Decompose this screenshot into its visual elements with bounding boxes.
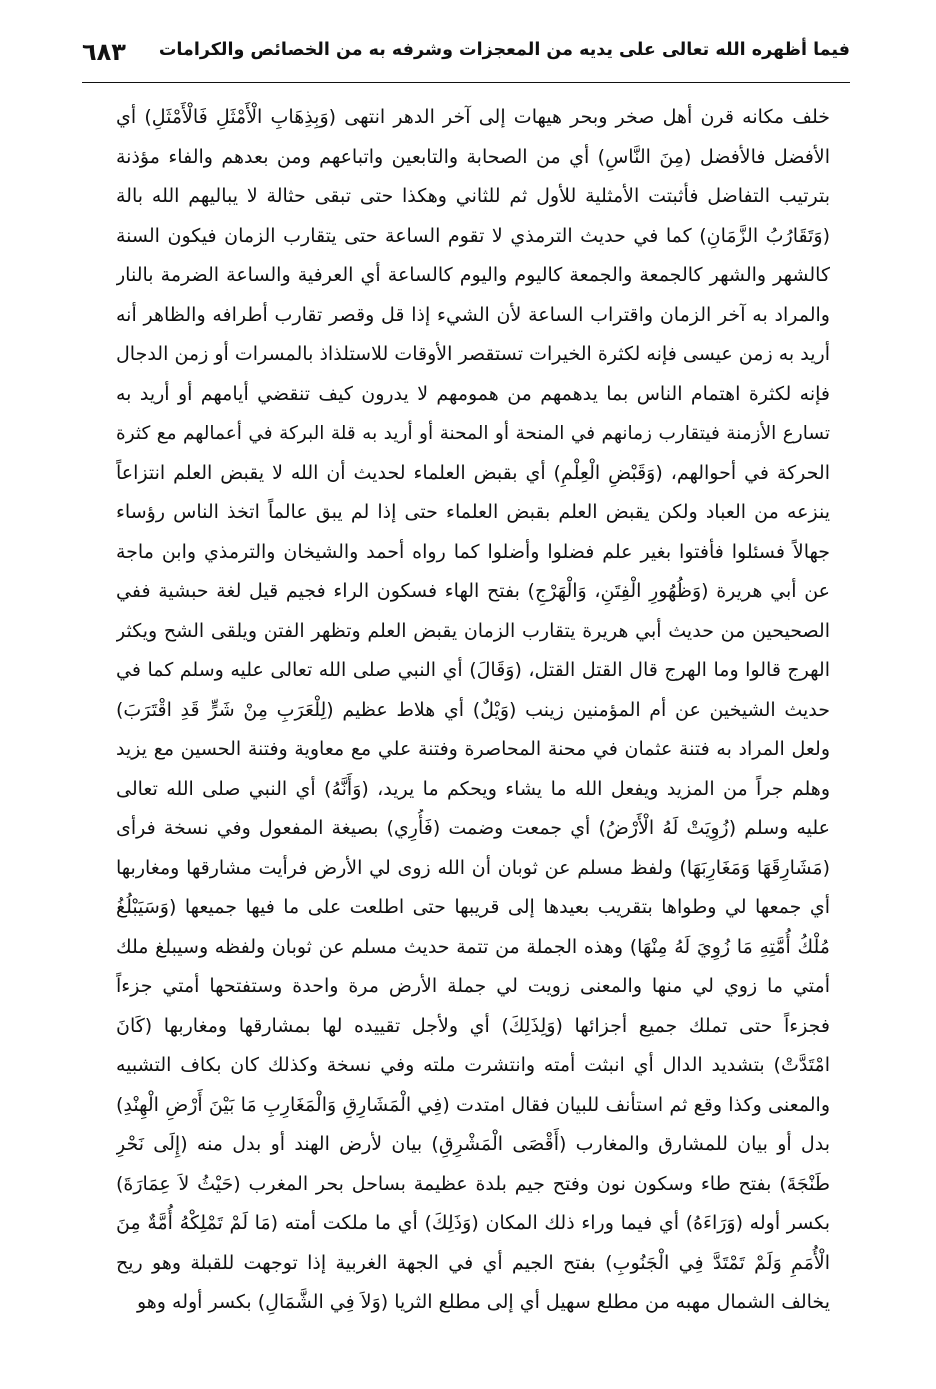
text-line: (مَشَارِقَهَا وَمَغَارِبَهَا) ولفظ مسلم عن ثوبان أن الله زوى لي الأرض فرأيت مشارقها ومغاربها xyxy=(116,856,830,879)
text-line: والمعنى وكذا وقع ثم استأنف للبيان فقال امتدت (فِي الْمَشَارِقِ وَالْمَغَارِبِ مَا بَيْنَ أَرْضِ الْهِنْدِ) xyxy=(116,1093,830,1116)
text-line: بدل أو بيان للمشارق والمغارب (أَقْصَى الْمَشْرِقِ) بيان لأرض الهند أو بدل منه (إِلَى نَحْرِ xyxy=(116,1133,830,1155)
header-rule xyxy=(82,82,850,83)
text-line: الحركة في أحوالهم، (وَقَبْضِ الْعِلْمِ) أي بقبض العلماء لحديث أن الله لا يقبض العلم انتزاعاً xyxy=(116,461,830,484)
text-line: بكسر أوله (وَرَاءَهُ) أي فيما وراء ذلك المكان (وَذَلِكَ) أي ما ملكت أمته (مَا لَمْ تَمْلِكْهُ أُمَّةٌ مِنَ xyxy=(116,1212,830,1234)
text-line: ولعل المراد به فتنة عثمان في محنة المحاصرة وفتنة علي مع معاوية وفتنة الحسين مع يزيد xyxy=(116,738,830,760)
text-line: طَنْجَةَ) بفتح طاء وسكون نون وفتح جيم بلدة عظيمة بساحل بحر المغرب (حَيْثُ لاَ عِمَارَةَ) xyxy=(116,1172,830,1195)
text-line: خلف مكانه قرن أهل صخر وبحر هيهات إلى آخر الدهر انتهى (وَبِذِهَابِ الْأَمْثَلِ فَالْأَمْثَلِ) أي xyxy=(116,106,830,128)
text-line: ينزعه من العباد ولكن يقبض العلم بقبض العلماء حتى إذا لم يبق عالماً اتخذ الناس رؤساء xyxy=(116,501,830,523)
page-header xyxy=(82,36,850,86)
text-line: أريد به زمن عيسى فإنه لكثرة الخيرات تستقصر الأوقات للاستلذاذ بالمسرات أو زمن الدجال xyxy=(116,343,830,365)
running-title: فيما أظهره الله تعالى على يديه من المعجزات وشرفه به من الخصائص والكرامات xyxy=(158,40,850,60)
text-line: فإنه لكثرة اهتمام الناس بما يدهمهم من همومهم لا يدرون كيف تنقضي أيامهم أو أريد به xyxy=(116,382,830,405)
text-line: عليه وسلم (زُوِيَتْ لَهُ الْأَرْضُ) أي جمعت وضمت (فَأُرِي) بصيغة المفعول وفي نسخة فرأى xyxy=(116,817,830,839)
text-line: الصحيحين من حديث أبي هريرة يتقارب الزمان يقبض العلم وتظهر الفتن ويلقى الشح ويكثر xyxy=(116,619,830,642)
text-line: تسارع الأزمنة فيتقارب زمانهم في المنحة أو المحنة أو أريد به قلة البركة في أعمالهم مع كثرة xyxy=(116,423,830,444)
text-line: أمتي ما زوي لي منها والمعنى زويت لي جملة الأرض مرة واحدة وستفتحها أمتي جزءاً xyxy=(116,975,830,997)
text-line: (وَتَقَارُبُ الزَّمَانِ) كما في حديث الترمذي لا تقوم الساعة حتى يتقارب الزمان فيكون السنة xyxy=(116,224,830,247)
page-number: ٦٨٣ xyxy=(82,38,126,66)
text-line: مُلْكُ أُمَّتِهِ مَا زُوِيَ لَهُ مِنْهَا) وهذه الجملة من تتمة حديث مسلم عن ثوبان ولفظه وسيبلغ ملك xyxy=(116,935,830,958)
text-line: وهلم جراً من المزيد ويفعل الله ما يشاء ويحكم ما يريد، (وَأَنَّهُ) أي النبي صلى الله تعالى xyxy=(116,777,830,800)
text-line: كالشهر والشهر كالجمعة والجمعة كاليوم واليوم كالساعة أي العرفية والساعة الضرمة بالنار xyxy=(116,264,830,286)
text-line: حديث الشيخين عن أم المؤمنين زينب (وَيْلٌ) أي هلاط عظيم (لِلْعَرَبِ مِنْ شَرٍّ قَدِ اقْتَرَبَ) xyxy=(116,698,830,721)
text-line: أي جمعها لي وطواها بتقريب بعيدها إلى قريبها حتى اطلعت على ما فيها جميعها (وَسَيَبْلُغُ xyxy=(116,896,830,918)
text-line: الهرج قالوا وما الهرج قال القتل القتل، (وَقَالَ) أي النبي صلى الله تعالى عليه وسلم كما في xyxy=(116,659,830,681)
text-line: والمراد به آخر الزمان واقتراب الساعة لأن الشيء إذا قل وقصر تقارب أطرافه والظاهر أنه xyxy=(116,303,830,326)
text-line: يخالف الشمال مهبه من مطلع سهيل أي إلى مطلع الثريا (وَلاَ فِي الشَّمَالِ) بكسر أوله وهو xyxy=(136,1291,830,1313)
text-line: جهالاً فسئلوا فأفتوا بغير علم فضلوا وأضلوا كما رواه أحمد والشيخان والترمذي وابن ماجة xyxy=(116,540,830,563)
text-line: فجزءاً حتى تملك جميع أجزائها (وَلِذَلِكَ) أي ولأجل تقييده لها بمشارقها ومغاربها (كَانَ xyxy=(116,1014,830,1037)
text-line: امْتَدَّتْ) بتشديد الدال أي انبثت أمته وانتشرت ملته وفي نسخة وكذلك كان بكاف التشبيه xyxy=(116,1054,830,1076)
text-line: الْأُمَمِ وَلَمْ تَمْتَدَّ فِي الْجَنُوبِ) بفتح الجيم أي في الجهة الغربية إذا توجهت للقبلة وهو ريح xyxy=(116,1251,830,1274)
text-line: بترتيب التفاضل فأثبتت الأمثلية للأول ثم للثاني وهكذا حتى تبقى حثالة لا يباليهم الله بالة xyxy=(116,185,830,207)
text-body xyxy=(116,98,830,1323)
text-line: عن أبي هريرة (وَظُهُورِ الْفِتَنِ، وَالْهَرْجِ) بفتح الهاء فسكون الراء فجيم قيل لغة حبشية ففي xyxy=(116,580,830,602)
text-line: الأفضل فالأفضل (مِنَ النَّاسِ) أي من الصحابة والتابعين واتباعهم ومن بعدهم والفاء مؤذنة xyxy=(116,145,830,168)
